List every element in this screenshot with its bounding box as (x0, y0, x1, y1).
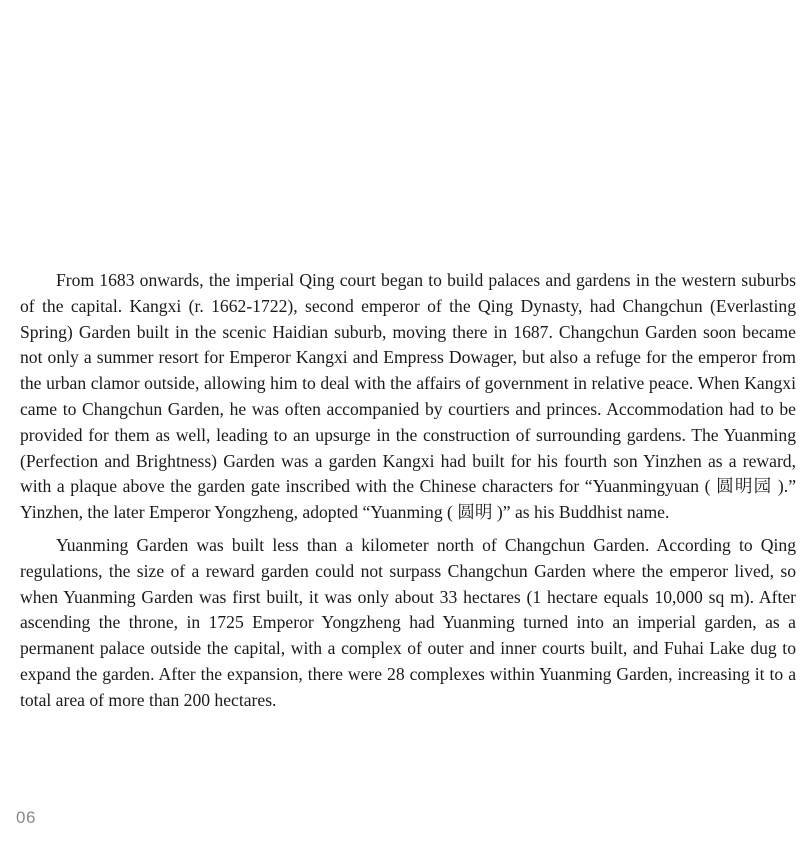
page-number: 06 (16, 808, 36, 827)
paragraph-2: Yuanming Garden was built less than a kilometer north of Changchun Garden. According to Qing regulations, the size of a reward garden could not surpass Changchun Garden where the emperor lived, so when Yuanming Garden was first built, it was only about 33 hectares (1 hectare equals 10,000 sq m). After ascending the throne, in 1725 Emperor Yongzheng had Yuanming turned into an imperial garden, as a permanent palace outside the capital, with a complex of outer and inner courts built, and Fuhai Lake dug to expand the garden. After the expansion, there were 28 complexes within Yuanming Garden, increasing it to a total area of more than 200 hectares. (20, 534, 796, 710)
paragraph-1: From 1683 onwards, the imperial Qing court began to build palaces and gardens in the western suburbs of the capital. Kangxi (r. 1662-1722), second emperor of the Qing Dynasty, had Changchun (Everlasting Spring) Garden built in the scenic Haidian suburb, moving there in 1687. Changchun Garden soon became not only a summer resort for Emperor Kangxi and Empress Dowager, but also a refuge for the emperor from the urban clamor outside, allowing him to deal with the affairs of government in relative peace. When Kangxi came to Changchun Garden, he was often accompanied by courtiers and princes. Accommodation had to be provided for them as well, leading to an upsurge in the construction of surrounding gardens. The Yuanming (Perfection and Brightness) Garden was a garden Kangxi had built for his fourth son Yinzhen as a reward, with a plaque above the garden gate inscribed with the Chinese characters for “Yuanmingyuan ( 圆明园 ).” Yinzhen, the later Emperor Yongzheng, adopted “Yuanming ( 圆明 )” as his Buddhist name. (20, 270, 796, 523)
body-text (20, 268, 796, 714)
